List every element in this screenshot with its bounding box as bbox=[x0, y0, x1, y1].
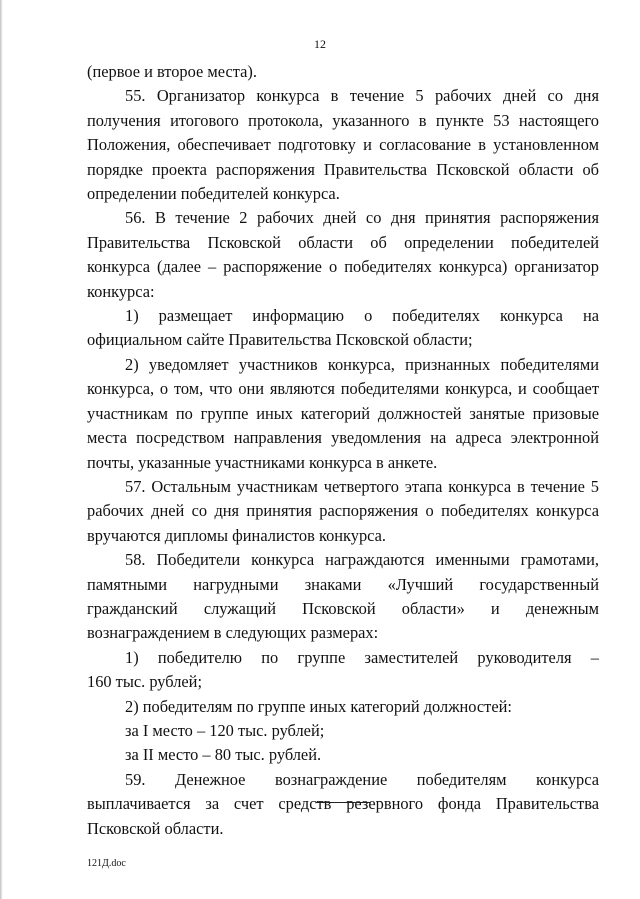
paragraph-subitem-56-2: 2) уведомляет участников конкурса, признанных победителями конкурса, о том, что они являются победителями конкурса, и сообщает участникам по группе иных категорий должностей занятые призовые места посредством направления уведомления на адреса электронной почты, указанные участниками конкурса в анкете. bbox=[87, 354, 599, 472]
paragraph-continuation: (первое и второе места). bbox=[87, 62, 257, 81]
file-name: 121Д.doc bbox=[87, 858, 126, 869]
paragraph-subitem-58-2: 2) победителям по группе иных категорий должностей: bbox=[125, 696, 512, 716]
document-body bbox=[87, 60, 599, 841]
scan-edge-shadow bbox=[0, 0, 3, 899]
paragraph-item-56: 56. В течение 2 рабочих дней со дня принятия распоряжения Правительства Псковской области об определении победителей конкурса (далее – распоряжение о победителях конкурса) организатор конкурса: bbox=[87, 208, 599, 301]
end-rule bbox=[316, 802, 370, 803]
paragraph-item-58: 58. Победители конкурса награждаются именными грамотами, памятными нагрудными знаками «Лучший государственный гражданский служащий Псковской области» и денежным вознаграждением в следующих размерах: bbox=[87, 550, 599, 643]
paragraph-subitem-58-1-amount: 160 тыс. рублей; bbox=[87, 672, 202, 692]
paragraph-subitem-58-1: 1) победителю по группе заместителей руководителя – bbox=[125, 647, 599, 667]
paragraph-prize-second-place: за II место – 80 тыс. рублей. bbox=[125, 745, 322, 765]
paragraph-item-57: 57. Остальным участникам четвертого этапа конкурса в течение 5 рабочих дней со дня принятия распоряжения о победителях конкурса вручаются дипломы финалистов конкурса. bbox=[87, 476, 599, 545]
paragraph-subitem-56-1: 1) размещает информацию о победителях конкурса на официальном сайте Правительства Псковской области; bbox=[87, 306, 599, 350]
page-number: 12 bbox=[314, 37, 326, 51]
paragraph-prize-first-place: за I место – 120 тыс. рублей; bbox=[125, 720, 325, 740]
paragraph-item-59: 59. Денежное вознаграждение победителям конкурса выплачивается за счет средств резервного фонда Правительства Псковской области. bbox=[87, 769, 599, 838]
paragraph-item-55: 55. Организатор конкурса в течение 5 рабочих дней со дня получения итогового протокола, указанного в пункте 53 настоящего Положения, обеспечивает подготовку и согласование в установленном порядке проекта распоряжения Правительства Псковской области об определении победителей конкурса. bbox=[87, 86, 599, 204]
